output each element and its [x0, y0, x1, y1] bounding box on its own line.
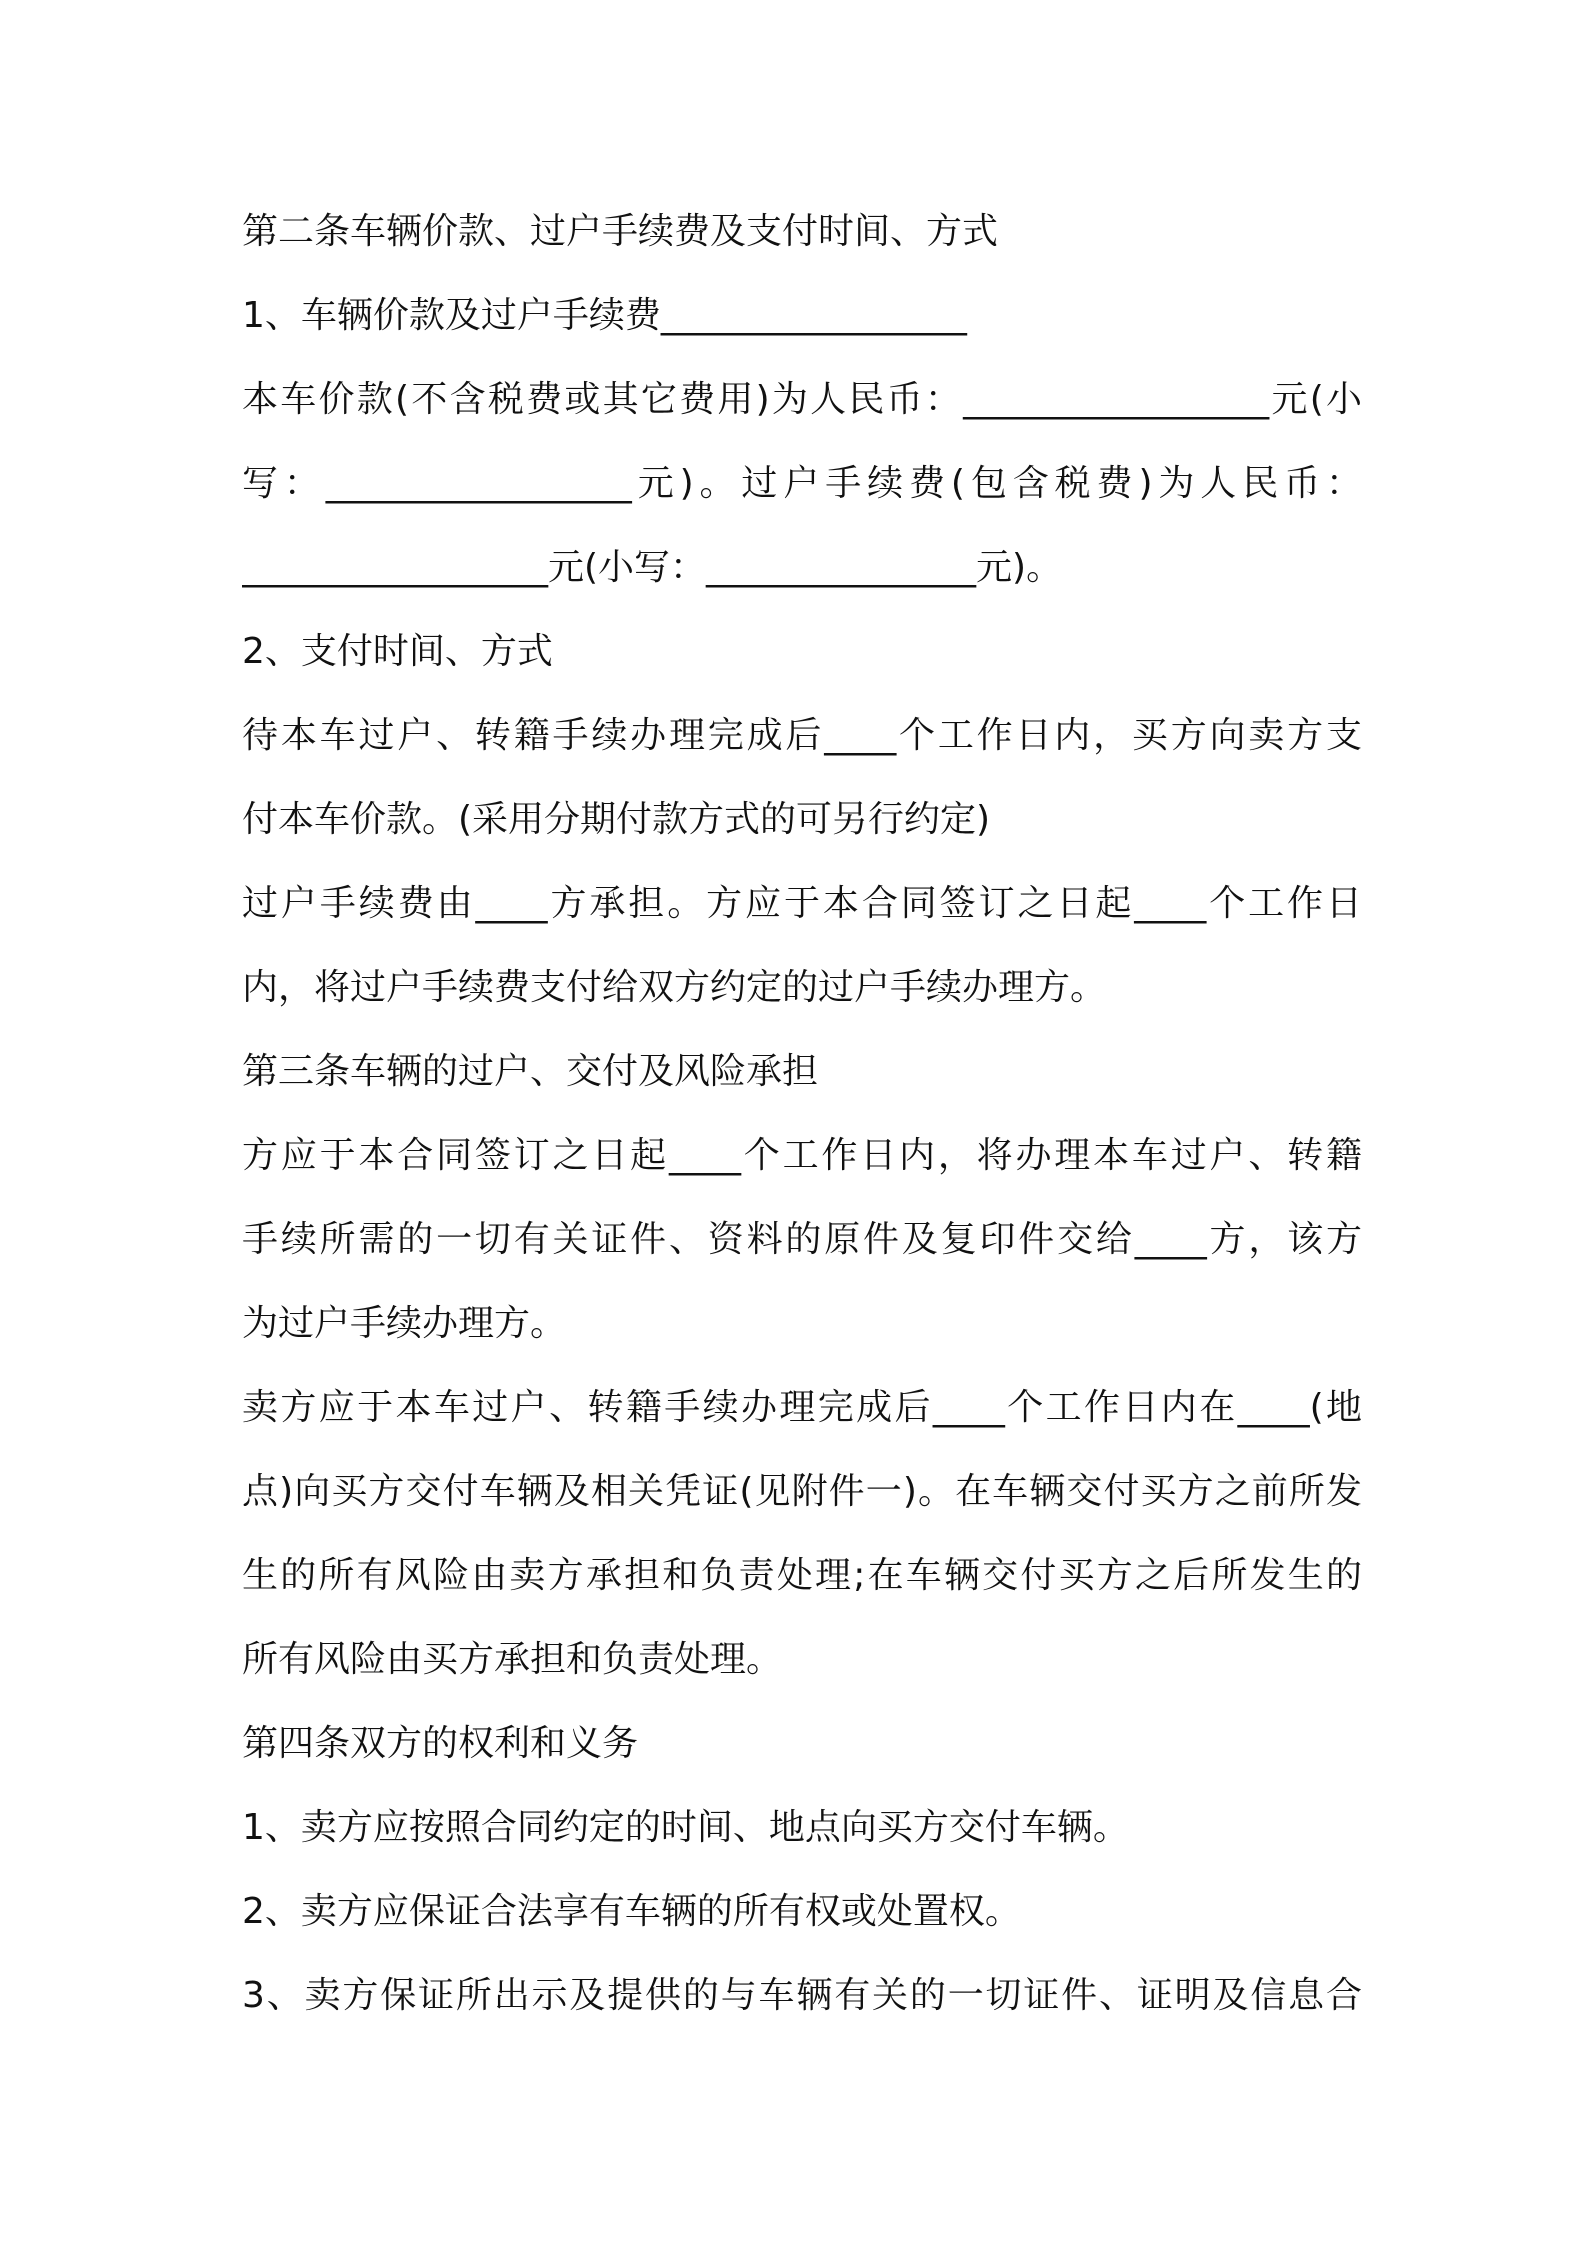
text-line: 1、卖方应按照合同约定的时间、地点向买方交付车辆。 — [242, 1807, 1129, 1848]
text-line: 卖方应于本车过户、转籍手续办理完成后____个工作日内在____(地 — [242, 1387, 1362, 1428]
text-line: 2、卖方应保证合法享有车辆的所有权或处置权。 — [242, 1891, 1021, 1932]
text-line: _________________元(小写：_______________元)。 — [242, 547, 1063, 588]
article-3-heading: 第三条车辆的过户、交付及风险承担 — [242, 1051, 819, 1092]
text-line: 付本车价款。(采用分期付款方式的可另行约定) — [242, 799, 991, 840]
document-body — [242, 190, 1362, 2038]
text-line: 内，将过户手续费支付给双方约定的过户手续办理方。 — [242, 967, 1107, 1008]
text-line: 本车价款(不含税费或其它费用)为人民币：_________________元(小 — [242, 379, 1362, 420]
text-line: 生的所有风险由卖方承担和负责处理;在车辆交付买方之后所发生的 — [242, 1555, 1362, 1596]
text-line: 手续所需的一切有关证件、资料的原件及复印件交给____方，该方 — [242, 1219, 1362, 1260]
text-line: 所有风险由买方承担和负责处理。 — [242, 1639, 783, 1680]
text-line: 点)向买方交付车辆及相关凭证(见附件一)。在车辆交付买方之前所发 — [242, 1471, 1362, 1512]
text-line: 过户手续费由____方承担。方应于本合同签订之日起____个工作日 — [242, 883, 1362, 924]
article-2-heading: 第二条车辆价款、过户手续费及支付时间、方式 — [242, 211, 999, 252]
text-line: 写：_________________元)。过户手续费(包含税费)为人民币： — [242, 463, 1362, 504]
clause-2-2-title: 2、支付时间、方式 — [242, 631, 553, 672]
article-4-heading: 第四条双方的权利和义务 — [242, 1723, 639, 1764]
text-line: 待本车过户、转籍手续办理完成后____个工作日内，买方向卖方支 — [242, 715, 1362, 756]
text-line: 为过户手续办理方。 — [242, 1303, 567, 1344]
clause-2-1-title: 1、车辆价款及过户手续费_________________ — [242, 295, 967, 336]
text-line: 方应于本合同签订之日起____个工作日内，将办理本车过户、转籍 — [242, 1135, 1362, 1176]
text-line: 3、卖方保证所出示及提供的与车辆有关的一切证件、证明及信息合 — [242, 1975, 1362, 2016]
